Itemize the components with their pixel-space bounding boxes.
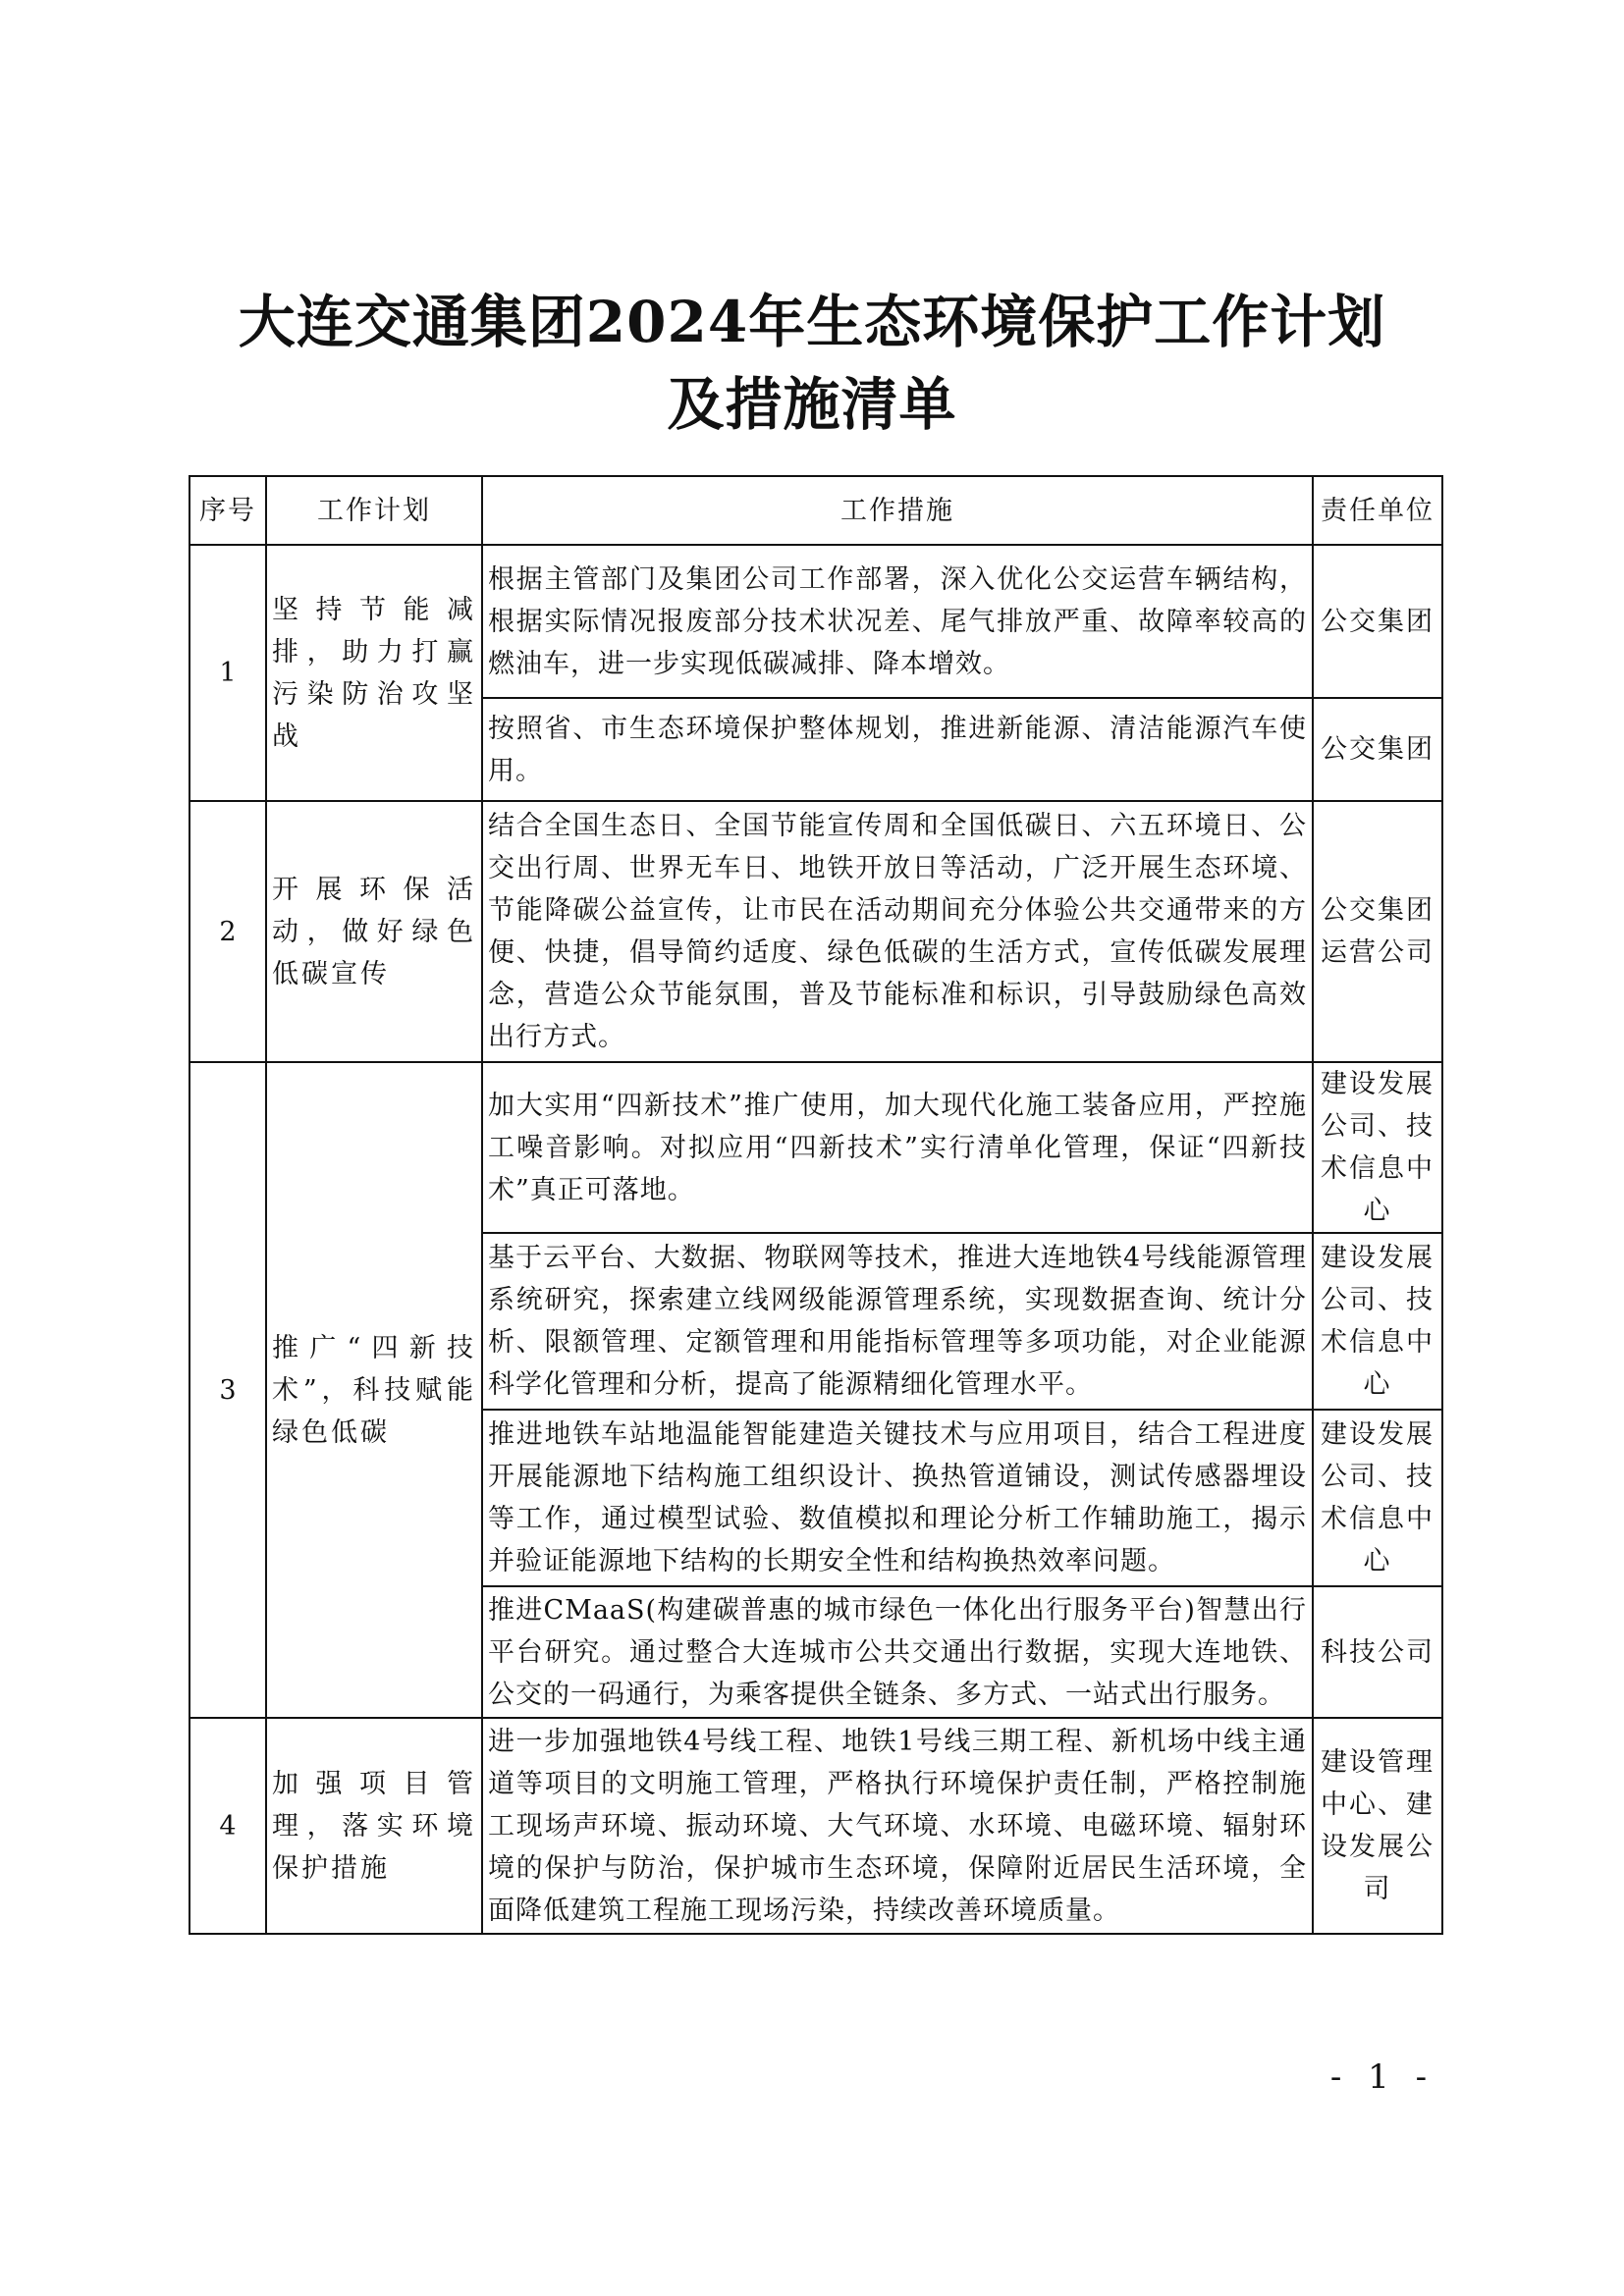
page-number: - 1 -: [1329, 2057, 1435, 2097]
responsible-unit-cell: 建设发展公司、技术信息中心: [1313, 1233, 1442, 1410]
work-measure-cell: 推进CMaaS(构建碳普惠的城市绿色一体化出行服务平台)智慧出行平台研究。通过整合大连城市公共交通出行数据，实现大连地铁、公交的一码通行，为乘客提供全链条、多方式、一站式出行服务。: [482, 1586, 1313, 1718]
table-header-row: [189, 476, 1442, 545]
work-measure-cell: 进一步加强地铁4号线工程、地铁1号线三期工程、新机场中线主通道等项目的文明施工管理，严格执行环境保护责任制，严格控制施工现场声环境、振动环境、大气环境、水环境、电磁环境、辐射环境的保护与防治，保护城市生态环境，保障附近居民生活环境，全面降低建筑工程施工现场污染，持续改善环境质量。: [482, 1718, 1313, 1934]
document-title-line-1: 大连交通集团2024年生态环境保护工作计划: [238, 289, 1386, 355]
responsible-unit-cell: 建设发展公司、技术信息中心: [1313, 1062, 1442, 1233]
header-work-measure: 工作措施: [482, 476, 1313, 545]
serial-number-cell: 3: [189, 1062, 266, 1718]
work-measure-cell: 加大实用“四新技术”推广使用，加大现代化施工装备应用，严控施工噪音影响。对拟应用“四新技术”实行清单化管理，保证“四新技术”真正可落地。: [482, 1062, 1313, 1233]
table-row: [189, 545, 1442, 698]
responsible-unit-cell: 建设管理中心、建设发展公司: [1313, 1718, 1442, 1934]
work-plan-cell: 坚持节能减排，助力打赢污染防治攻坚战: [266, 545, 482, 801]
serial-number-cell: 1: [189, 545, 266, 801]
responsible-unit-cell: 建设发展公司、技术信息中心: [1313, 1410, 1442, 1586]
work-plan-cell: 推广“四新技术”，科技赋能绿色低碳: [266, 1062, 482, 1718]
serial-number-cell: 2: [189, 801, 266, 1062]
work-plan-cell: 加强项目管理，落实环境保护措施: [266, 1718, 482, 1934]
work-measure-cell: 根据主管部门及集团公司工作部署，深入优化公交运营车辆结构，根据实际情况报废部分技术状况差、尾气排放严重、故障率较高的燃油车，进一步实现低碳减排、降本增效。: [482, 545, 1313, 698]
responsible-unit-cell: 公交集团: [1313, 545, 1442, 698]
header-work-plan: 工作计划: [266, 476, 482, 545]
header-responsible-unit: 责任单位: [1313, 476, 1442, 545]
table-row: [189, 1718, 1442, 1934]
responsible-unit-cell: 公交集团运营公司: [1313, 801, 1442, 1062]
serial-number-cell: 4: [189, 1718, 266, 1934]
document-title: [0, 281, 1624, 446]
work-measure-cell: 结合全国生态日、全国节能宣传周和全国低碳日、六五环境日、公交出行周、世界无车日、地铁开放日等活动，广泛开展生态环境、节能降碳公益宣传，让市民在活动期间充分体验公共交通带来的方便、快捷，倡导简约适度、绿色低碳的生活方式，宣传低碳发展理念，营造公众节能氛围，普及节能标准和标识，引导鼓励绿色高效出行方式。: [482, 801, 1313, 1062]
responsible-unit-cell: 公交集团: [1313, 698, 1442, 801]
work-measure-cell: 按照省、市生态环境保护整体规划，推进新能源、清洁能源汽车使用。: [482, 698, 1313, 801]
table-row: [189, 801, 1442, 1062]
table-row: [189, 1062, 1442, 1233]
work-measure-cell: 推进地铁车站地温能智能建造关键技术与应用项目，结合工程进度开展能源地下结构施工组织设计、换热管道铺设，测试传感器埋设等工作，通过模型试验、数值模拟和理论分析工作辅助施工，揭示并验证能源地下结构的长期安全性和结构换热效率问题。: [482, 1410, 1313, 1586]
work-plan-table: [189, 475, 1443, 1935]
responsible-unit-cell: 科技公司: [1313, 1586, 1442, 1718]
document-title-line-2: 及措施清单: [667, 371, 957, 438]
header-serial-number: 序号: [189, 476, 266, 545]
work-plan-cell: 开展环保活动，做好绿色低碳宣传: [266, 801, 482, 1062]
work-measure-cell: 基于云平台、大数据、物联网等技术，推进大连地铁4号线能源管理系统研究，探索建立线网级能源管理系统，实现数据查询、统计分析、限额管理、定额管理和用能指标管理等多项功能，对企业能源科学化管理和分析，提高了能源精细化管理水平。: [482, 1233, 1313, 1410]
